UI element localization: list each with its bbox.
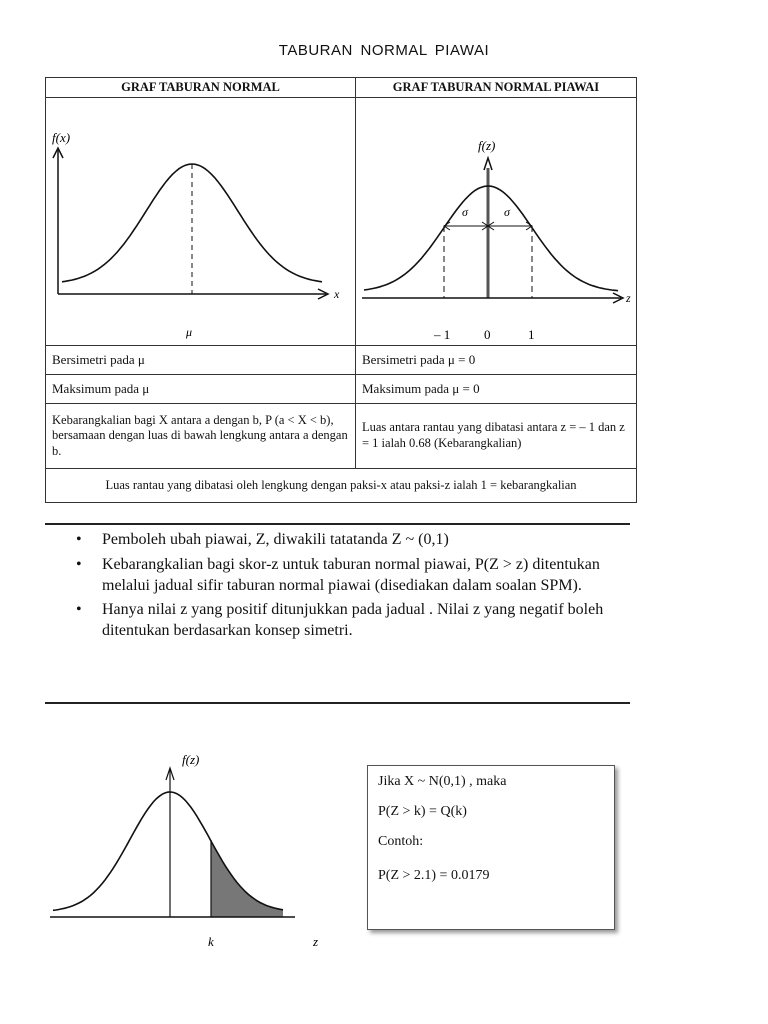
tick-minus-one: – 1 <box>434 327 451 342</box>
note-item: • Pemboleh ubah piawai, Z, diwakili tatatanda Z ~ (0,1) <box>76 531 449 548</box>
sigma-label-left: σ <box>462 205 468 219</box>
header-standard-normal: GRAF TABURAN NORMAL PIAWAI <box>356 78 637 98</box>
x-axis-label: x <box>334 287 340 301</box>
divider-top <box>45 523 630 525</box>
standard-graph-cell <box>356 98 637 346</box>
row-symmetric-standard: Bersimetri pada μ = 0 <box>356 346 637 375</box>
box-example: P(Z > 2.1) = 0.0179 <box>378 868 490 883</box>
header-normal: GRAF TABURAN NORMAL <box>46 78 356 98</box>
page-title: TABURAN NORMAL PIAWAI <box>278 42 490 59</box>
row-probability-standard: Luas antara rantau yang dibatasi antara z = – 1 dan z = 1 ialah 0.68 (Kebarangkalian) <box>356 404 637 469</box>
z-label: z <box>313 934 319 949</box>
row-probability-normal: Kebarangkalian bagi X antara a dengan b, P (a < X < b), bersamaan dengan luas di bawah lengkung antara a dengan b. <box>46 404 356 469</box>
y-axis-label: f(z) <box>182 752 200 767</box>
row-symmetric-normal: Bersimetri pada μ <box>46 346 356 375</box>
y-axis-label: f(z) <box>478 138 496 153</box>
note-text: Pemboleh ubah piawai, Z, diwakili tatatanda Z ~ (0,1) <box>102 531 449 548</box>
box-formula: P(Z > k) = Q(k) <box>378 804 467 819</box>
tail-probability-graph <box>45 750 335 960</box>
note-text: Kebarangkalian bagi skor-z untuk taburan normal piawai, P(Z > z) ditentukan melalui jadual sifir taburan normal piawai (disediakan dalam soalan SPM). <box>102 555 600 594</box>
example-box <box>367 765 615 930</box>
tick-one: 1 <box>528 327 535 342</box>
normal-graph-cell <box>46 98 356 346</box>
standard-normal-curve <box>53 792 283 910</box>
y-axis-label: f(x) <box>52 130 71 145</box>
mean-label: μ <box>186 325 193 339</box>
note-item: • Hanya nilai z yang positif ditunjukkan pada jadual . Nilai z yang negatif boleh ditentukan berdasarkan konsep simetri. <box>76 601 604 640</box>
row-maximum-normal: Maksimum pada μ <box>46 375 356 404</box>
sigma-label-right: σ <box>504 205 510 219</box>
shaded-tail-area <box>211 841 283 917</box>
normal-distribution-graph <box>46 98 355 345</box>
note-text: Hanya nilai z yang positif ditunjukkan pada jadual . Nilai z yang negatif boleh ditentukan berdasarkan konsep simetri. <box>102 601 604 640</box>
k-label: k <box>208 934 214 949</box>
standard-normal-curve <box>364 186 618 291</box>
divider-bottom <box>45 702 630 704</box>
table-footer: Luas rantau yang dibatasi oleh lengkung dengan paksi-x atau paksi-z ialah 1 = kebarangkalian <box>46 469 637 503</box>
standard-normal-graph <box>356 98 636 345</box>
comparison-table <box>45 77 637 503</box>
box-condition: Jika X ~ N(0,1) , maka <box>378 774 507 789</box>
note-item: • Kebarangkalian bagi skor-z untuk taburan normal piawai, P(Z > z) ditentukan melalui jadual sifir taburan normal piawai (disediakan dalam soalan SPM). <box>76 555 600 594</box>
tick-zero: 0 <box>484 327 491 342</box>
notes-list <box>70 530 610 646</box>
x-axis-label: z <box>626 291 631 305</box>
row-maximum-standard: Maksimum pada μ = 0 <box>356 375 637 404</box>
box-example-heading: Contoh: <box>378 834 424 849</box>
